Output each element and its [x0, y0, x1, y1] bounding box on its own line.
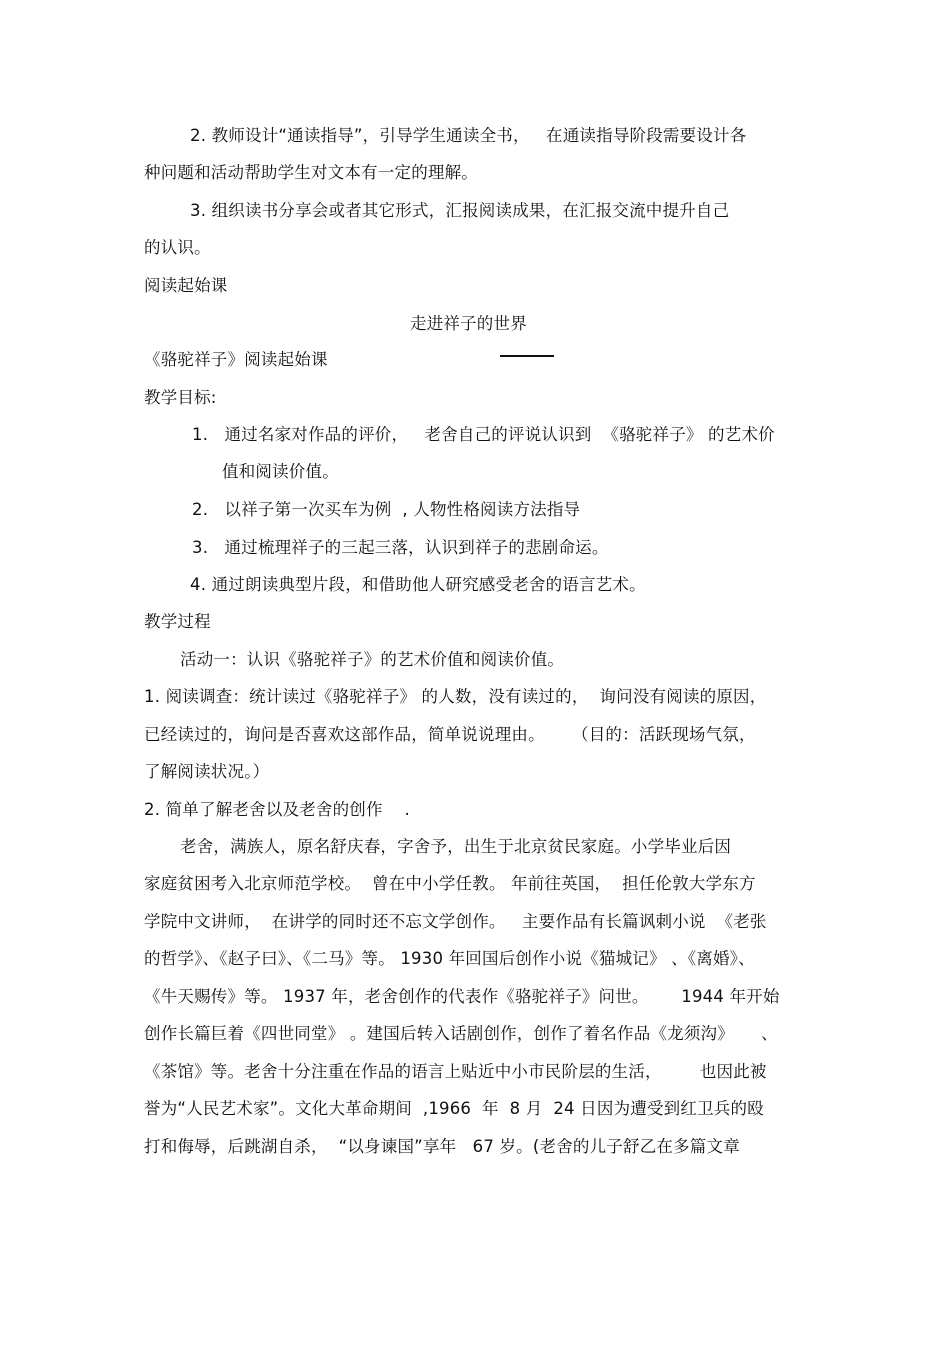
- lesson-subtitle: 《骆驼祥子》阅读起始课: [144, 350, 328, 369]
- bio-line: 《茶馆》等。老舍十分注重在作品的语言上贴近中小市民阶层的生活， 也因此被: [144, 1062, 767, 1081]
- objective-3: 3. 通过梳理祥子的三起三落，认识到祥子的悲剧命运。: [192, 538, 609, 557]
- survey-line2: 已经读过的，询问是否喜欢这部作品，简单说说理由。 （目的：活跃现场气氛，: [144, 725, 756, 744]
- objective-2: 2. 以祥子第一次买车为例 , 人物性格阅读方法指导: [192, 500, 581, 519]
- objective-4: 4. 通过朗读典型片段，和借助他人研究感受老舍的语言艺术。: [190, 575, 646, 594]
- title-underline-rule: [500, 355, 554, 357]
- laoshe-heading: 2. 简单了解老舍以及老舍的创作 .: [144, 800, 410, 819]
- bio-line: 誉为“人民艺术家”。文化大革命期间 ,1966 年 8 月 24 日因为遭受到红卫兵的殴: [144, 1099, 764, 1118]
- bio-line: 家庭贫困考入北京师范学校。 曾在中小学任教。 年前往英国， 担任伦敦大学东方: [144, 874, 756, 893]
- process-heading: 教学过程: [144, 612, 211, 631]
- bio-line: 的哲学》、《赵子曰》、《二马》等。 1930 年回国后创作小说《猫城记》 、《离婚》、: [144, 949, 755, 968]
- activity-1: 活动一：认识《骆驼祥子》的艺术价值和阅读价值。: [180, 650, 565, 669]
- intro-step3-line1: 3. 组织读书分享会或者其它形式，汇报阅读成果，在汇报交流中提升自己: [190, 201, 730, 220]
- objectives-heading: 教学目标:: [144, 388, 217, 407]
- bio-line: 《牛天赐传》等。 1937 年，老舍创作的代表作《骆驼祥子》问世。 1944 年开始: [144, 987, 780, 1006]
- bio-line: 老舍，满族人，原名舒庆春，字舍予，出生于北京贫民家庭。小学毕业后因: [180, 837, 732, 856]
- objective-1-line1: 1. 通过名家对作品的评价， 老舍自己的评说认识到 《骆驼祥子》 的艺术价: [192, 425, 775, 444]
- survey-line1: 1. 阅读调查：统计读过《骆驼祥子》 的人数，没有读过的， 询问没有阅读的原因，: [144, 687, 767, 706]
- intro-step2-line2: 种问题和活动帮助学生对文本有一定的理解。: [144, 163, 478, 182]
- survey-line3: 了解阅读状况。）: [144, 762, 270, 781]
- bio-line: 学院中文讲师， 在讲学的同时还不忘文学创作。 主要作品有长篇讽刺小说 《老张: [144, 912, 767, 931]
- section-label: 阅读起始课: [144, 276, 228, 295]
- bio-line: 创作长篇巨着《四世同堂》 。建国后转入话剧创作，创作了着名作品《龙须沟》 、: [144, 1024, 778, 1043]
- intro-step3-line2: 的认识。: [144, 238, 211, 257]
- objective-1-line2: 值和阅读价值。: [222, 462, 339, 481]
- bio-line: 打和侮辱，后跳湖自杀， “以身谏国”享年 67 岁。(老舍的儿子舒乙在多篇文章: [144, 1137, 740, 1156]
- lesson-title: 走进祥子的世界: [410, 314, 527, 333]
- intro-step2-line1: 2. 教师设计“通读指导”，引导学生通读全书， 在通读指导阶段需要设计各: [190, 126, 747, 145]
